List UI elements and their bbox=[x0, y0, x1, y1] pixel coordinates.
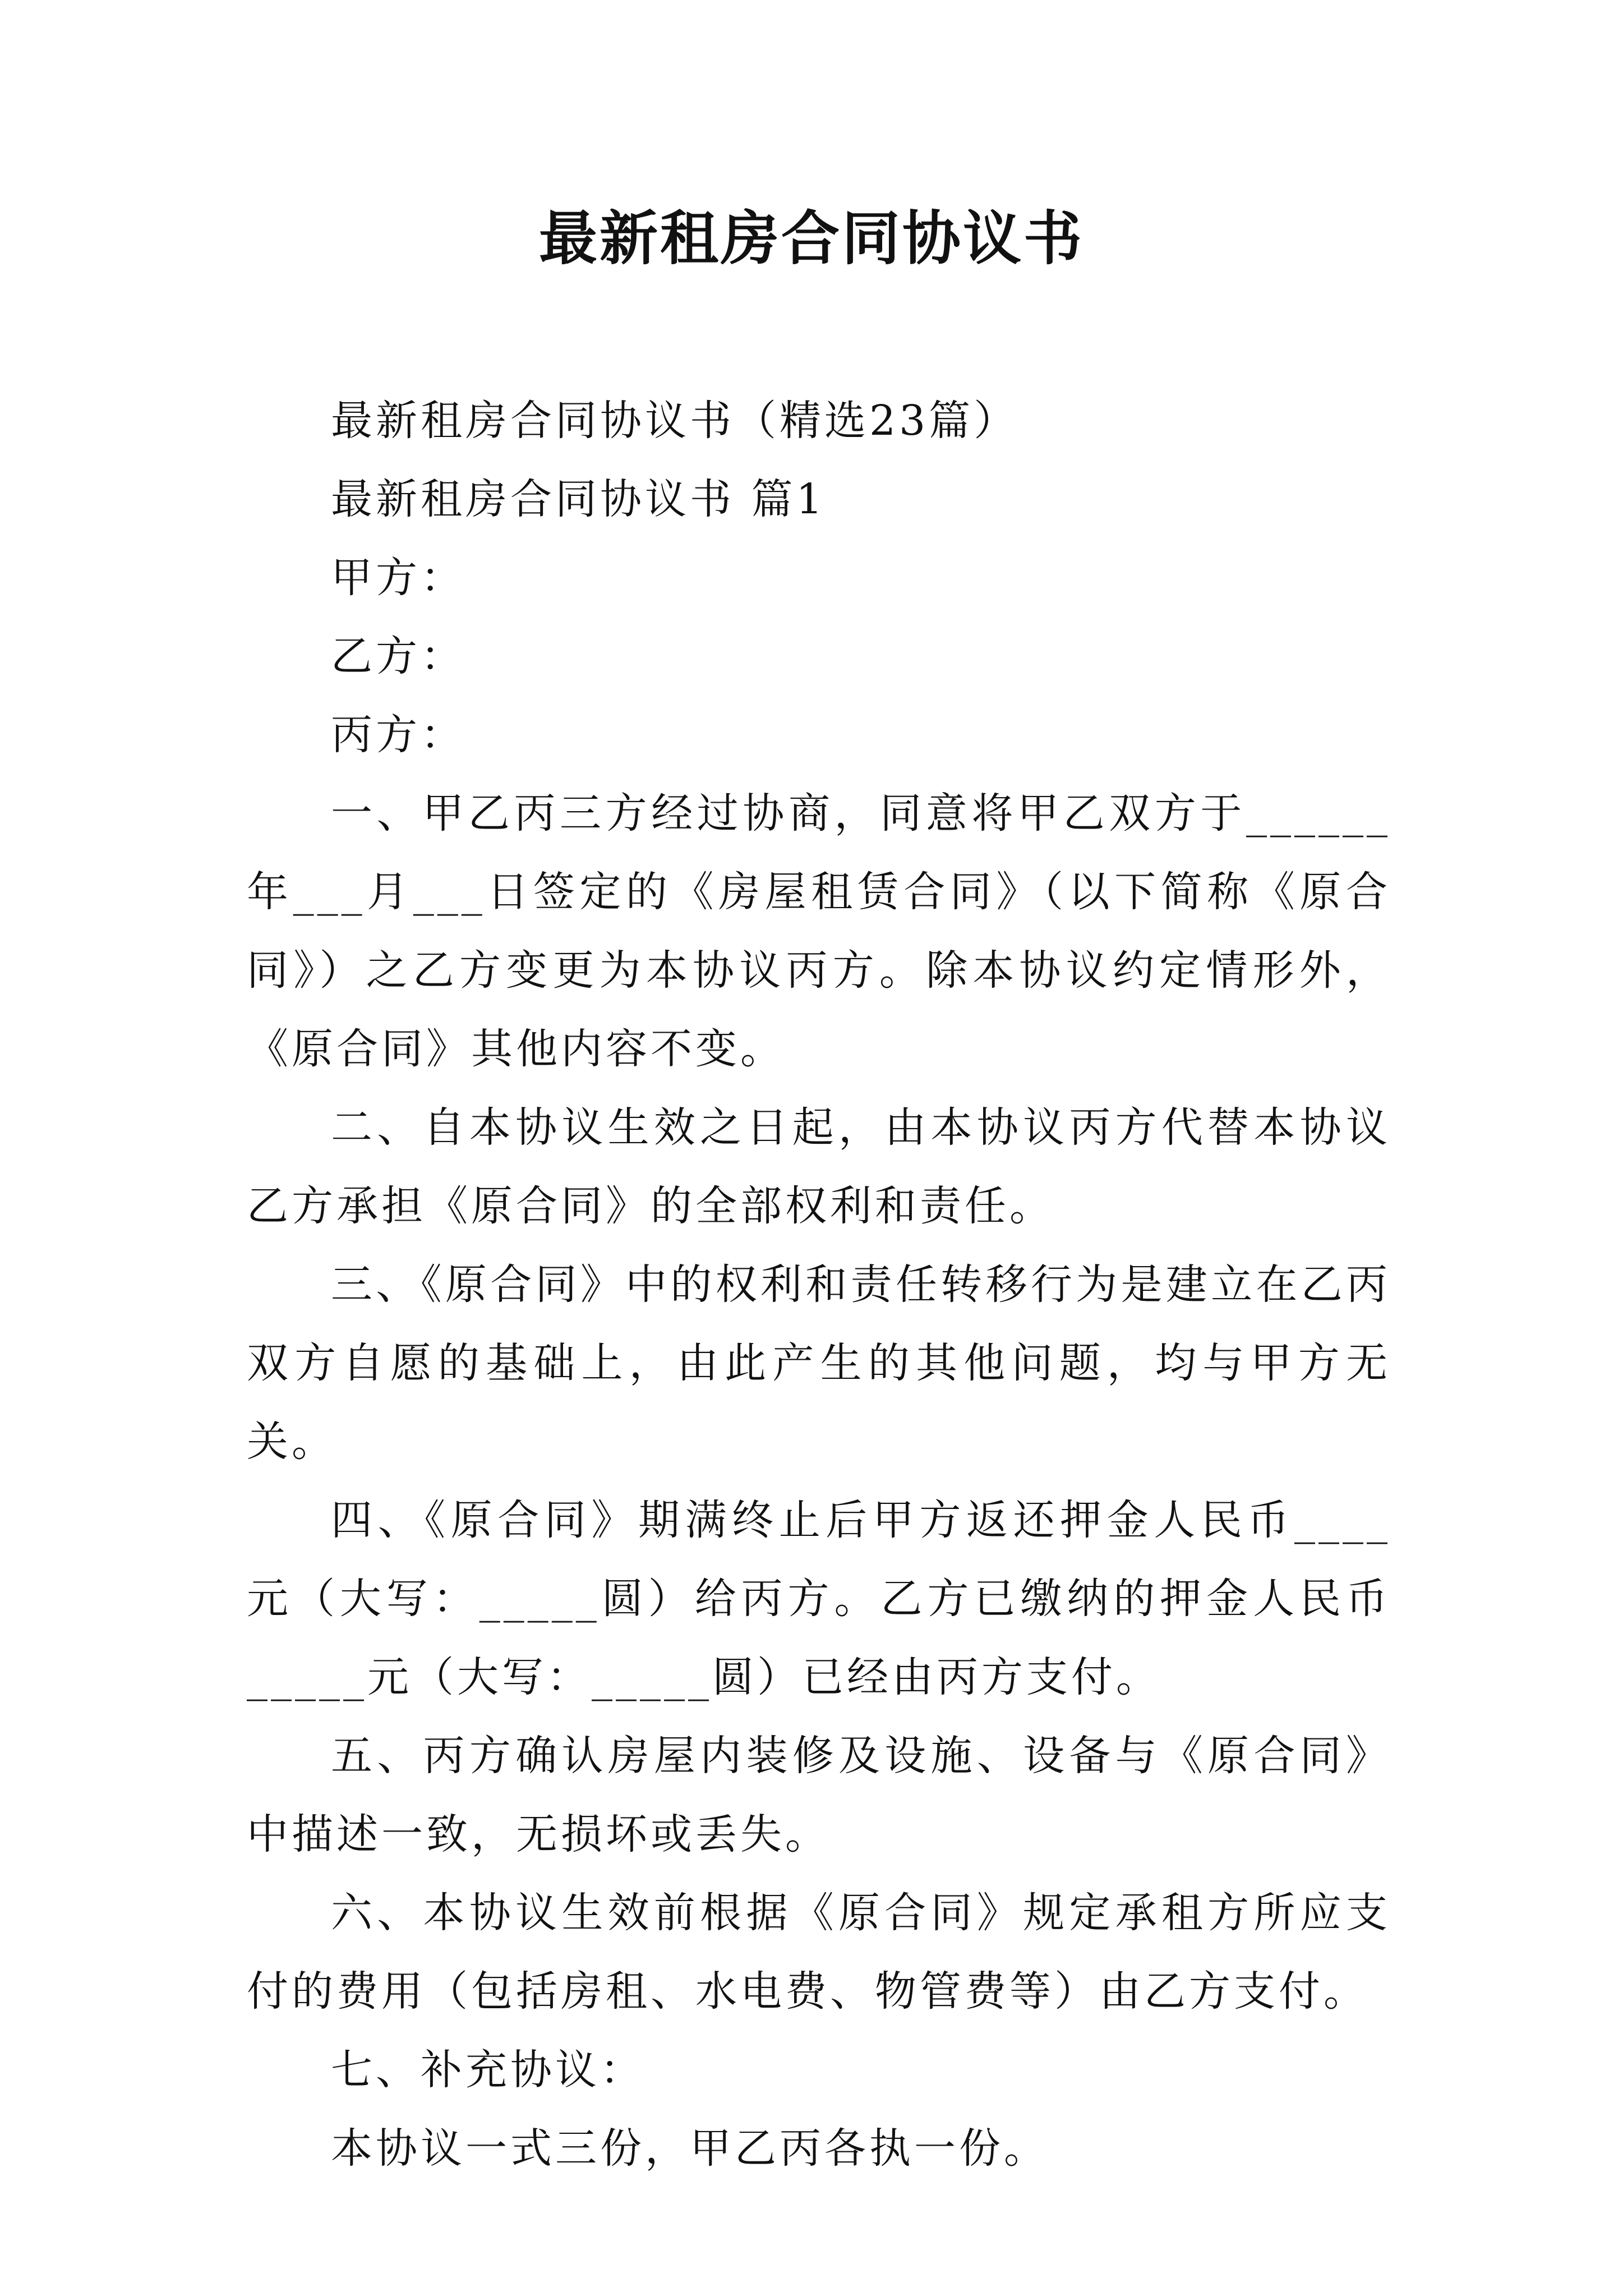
paragraph-party-b: 乙方： bbox=[331, 632, 465, 680]
paragraph-section-heading: 最新租房合同协议书 篇1 bbox=[331, 475, 826, 523]
paragraph-clause-7: 七、补充协议： bbox=[331, 2046, 645, 2094]
document-title: 最新租房合同协议书 bbox=[538, 204, 1084, 273]
document-body bbox=[247, 381, 1391, 2188]
paragraph-subtitle: 最新租房合同协议书（精选23篇） bbox=[331, 397, 1019, 445]
paragraph-clause-2: 二、自本协议生效之日起，由本协议丙方代替本协议乙方承担《原合同》的全部权利和责任。 bbox=[247, 1103, 1391, 1230]
paragraph-clause-5: 五、丙方确认房屋内装修及设施、设备与《原合同》中描述一致，无损坏或丢失。 bbox=[247, 1732, 1391, 1858]
paragraph-clause-1: 一、甲乙丙三方经过协商，同意将甲乙双方于______年___月___日签定的《房屋租赁合同》（以下简称《原合同》）之乙方变更为本协议丙方。除本协议约定情形外，《原合同》其他内容不变。 bbox=[247, 789, 1391, 1073]
paragraph-clause-3: 三、《原合同》中的权利和责任转移行为是建立在乙丙双方自愿的基础上，由此产生的其他问题，均与甲方无关。 bbox=[247, 1260, 1391, 1466]
paragraph-copies: 本协议一式三份，甲乙丙各执一份。 bbox=[331, 2124, 1049, 2173]
paragraph-clause-6: 六、本协议生效前根据《原合同》规定承租方所应支付的费用（包括房租、水电费、物管费等）由乙方支付。 bbox=[247, 1889, 1391, 2016]
paragraph-clause-4: 四、《原合同》期满终止后甲方返还押金人民币____元（大写：_____圆）给丙方。乙方已缴纳的押金人民币_____元（大写：_____圆）已经由丙方支付。 bbox=[247, 1496, 1391, 1701]
paragraph-party-c: 丙方： bbox=[331, 711, 465, 759]
paragraph-party-a: 甲方： bbox=[331, 554, 465, 602]
